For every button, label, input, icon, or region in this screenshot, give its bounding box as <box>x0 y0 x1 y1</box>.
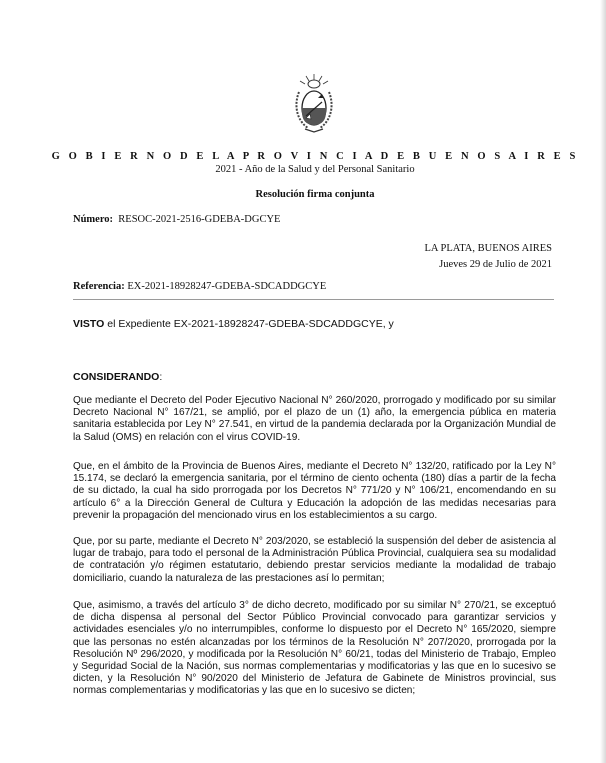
date: Jueves 29 de Julio de 2021 <box>439 259 552 270</box>
reference-label: Referencia: <box>73 281 125 292</box>
reference-value: EX-2021-18928247-GDEBA-SDCADDGCYE <box>127 281 327 292</box>
government-header: G O B I E R N O D E L A P R O V I N C I A D E B U E N O S A I R E S <box>51 151 579 162</box>
paragraph: Que, en el ámbito de la Provincia de Buenos Aires, mediante el Decreto N° 132/20, ratificado por la Ley N° 15.174, se declaró la emergencia sanitaria, por el término de ciento ochenta (180) días a partir de la fecha de su dictado, la cual ha sido prorrogada por los Decretos N° 771/20 y N° 106/21, encomendando en su artículo 6° a la Dirección General de Cultura y Educación la adopción de las medidas necesarias para prevenir la propagación del mencionado virus en los establecimientos a su cargo. <box>73 461 556 521</box>
paragraph: Que mediante el Decreto del Poder Ejecutivo Nacional N° 260/2020, prorrogado y modificado por su similar Decreto Nacional N° 167/21, se amplió, por el plazo de un (1) año, la emergencia pública en materia sanitaria establecida por Ley N° 27.541, en virtud de la pandemia declarada por la Organización Mundial de la Salud (OMS) en relación con el virus COVID-19. <box>73 395 556 443</box>
paragraph: Que, asimismo, a través del artículo 3° de dicho decreto, modificado por su similar N° 270/21, se exceptuó de dicha dispensa al personal del Sector Público Provincial convocado para garantizar servicios y actividades esenciales y/o no interrumpibles, conforme lo dispuesto por el Decreto N° 165/2020, siempre que las personas no estén alcanzadas por los términos de la Resolución N° 207/2020, prorrogada por la Resolución Nº 296/2020, y modificada por la Resolución N° 60/21, todas del Ministerio de Trabajo, Empleo y Seguridad Social de la Nación, sus normas complementarias y modificatorias y las que en lo sucesivo se dicten, y la Resolución N° 90/2020 del Ministerio de Jefatura de Gabinete de Ministros provincial, sus normas complementarias y modificatorias y las que en lo sucesivo se dicten; <box>73 600 556 697</box>
considerando-heading <box>73 371 162 383</box>
resolution-number-label: Número: <box>73 214 114 225</box>
visto-text: el Expediente EX-2021-18928247-GDEBA-SDCADDGCYE, y <box>107 318 394 330</box>
considerando-colon: : <box>159 371 163 383</box>
visto-label: VISTO <box>73 318 105 330</box>
divider <box>73 299 554 300</box>
resolution-number-value: RESOC-2021-2516-GDEBA-DGCYE <box>118 214 281 225</box>
visto-line <box>73 318 394 330</box>
reference <box>73 281 326 292</box>
resolution-number <box>73 214 280 225</box>
considerando-label: CONSIDERANDO <box>73 371 160 383</box>
document-type-title: Resolución firma conjunta <box>255 189 375 200</box>
page-edge-shadow <box>600 0 606 763</box>
year-motto: 2021 - Año de la Salud y del Personal Sanitario <box>215 164 415 175</box>
place-and-date <box>424 241 552 273</box>
place: LA PLATA, BUENOS AIRES <box>424 243 552 254</box>
paragraph: Que, por su parte, mediante el Decreto N° 203/2020, se estableció la suspensión del deber de asistencia al lugar de trabajo, para todo el personal de la Administración Pública Provincial, cualquiera sea su modalidad de contratación y/o régimen estatutario, debiendo prestar servicios mediante la modalidad de trabajo domiciliario, cuando la naturaleza de las prestaciones así lo permitan; <box>73 536 556 584</box>
coat-of-arms-icon <box>292 72 336 134</box>
